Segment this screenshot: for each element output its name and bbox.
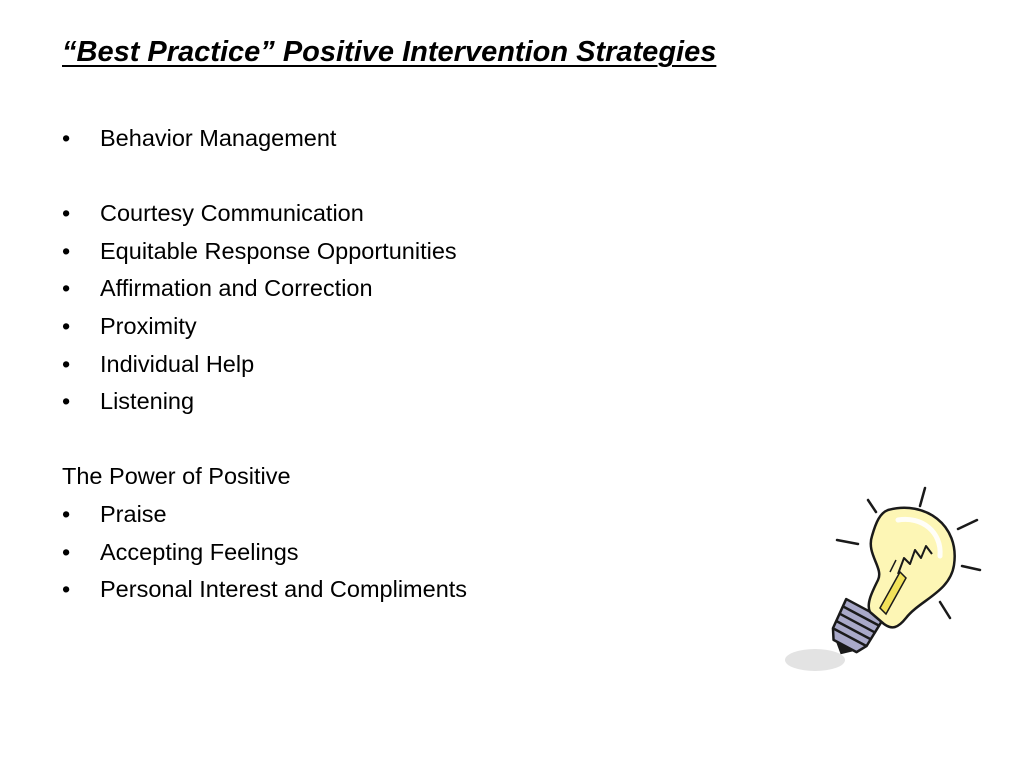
light-bulb-icon — [780, 480, 990, 680]
slide-title: “Best Practice” Positive Intervention Strategies — [62, 36, 717, 68]
list-item-label: Affirmation and Correction — [100, 275, 373, 302]
list-item — [62, 120, 762, 158]
list-item — [62, 383, 762, 421]
bullet-icon: • — [62, 576, 71, 603]
bullet-group-3 — [62, 496, 762, 609]
spacer — [62, 421, 762, 459]
bullet-icon: • — [62, 350, 71, 377]
list-item-label: Behavior Management — [100, 125, 337, 151]
list-item-label: Individual Help — [100, 350, 255, 377]
spacer — [62, 158, 762, 196]
bullet-icon: • — [62, 125, 71, 151]
bullet-icon: • — [62, 275, 71, 302]
bullet-icon: • — [62, 312, 71, 339]
bullet-group-2 — [62, 195, 762, 421]
bullet-group-1 — [62, 120, 762, 158]
list-item-label: Proximity — [100, 312, 197, 339]
list-item — [62, 571, 762, 609]
bullet-icon: • — [62, 388, 71, 415]
section-heading: The Power of Positive — [62, 463, 291, 490]
list-item — [62, 496, 762, 534]
list-item-label: Accepting Feelings — [100, 538, 299, 565]
bullet-icon: • — [62, 200, 71, 227]
light-bulb-graphic — [780, 480, 990, 680]
list-item-label: Listening — [100, 388, 195, 415]
list-item-label: Praise — [100, 500, 167, 527]
list-item — [62, 308, 762, 346]
bullet-icon: • — [62, 500, 71, 527]
list-item — [62, 233, 762, 271]
bullet-icon: • — [62, 237, 71, 264]
list-item-label: Equitable Response Opportunities — [100, 237, 457, 264]
list-item — [62, 534, 762, 572]
list-item-label: Courtesy Communication — [100, 200, 364, 227]
list-item — [62, 346, 762, 384]
list-item — [62, 195, 762, 233]
bullet-icon: • — [62, 538, 71, 565]
list-item — [62, 270, 762, 308]
list-item-label: Personal Interest and Compliments — [100, 576, 468, 603]
slide-content — [62, 120, 762, 609]
